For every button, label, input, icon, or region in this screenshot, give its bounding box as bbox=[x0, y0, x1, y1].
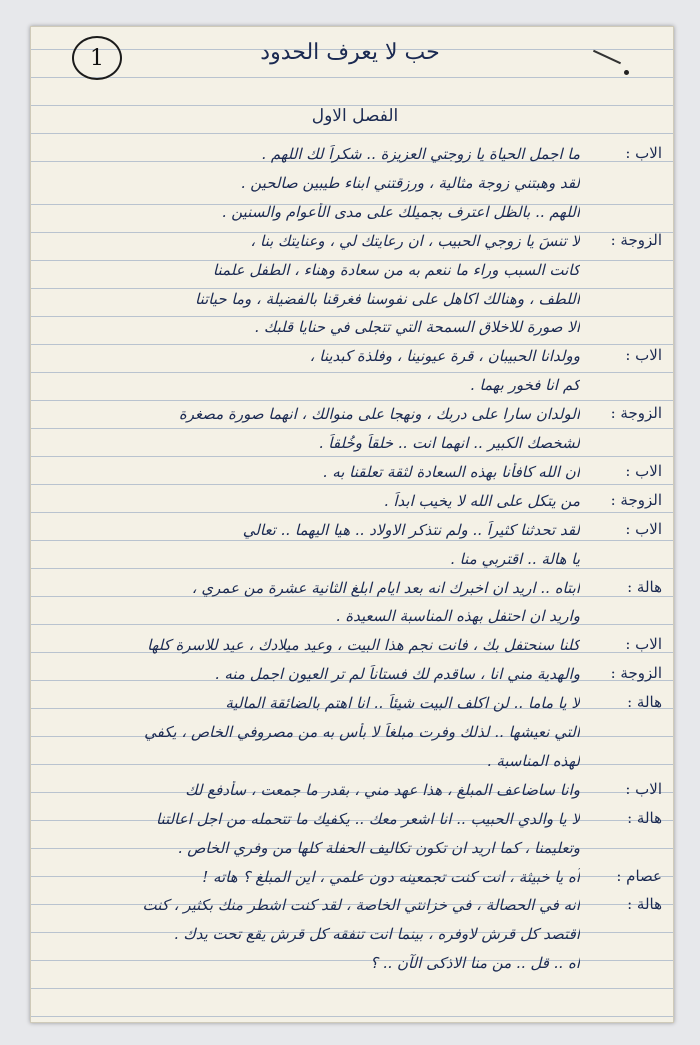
dialogue-text: وولدانا الحبيبان ، قرة عيونينا ، وفلذة كبدينا ، bbox=[309, 347, 580, 366]
dialogue-row bbox=[40, 346, 670, 374]
dialogue-row bbox=[40, 722, 670, 750]
dialogue-text: لا يا والدي الحبيب .. انا اشعر معك .. يكفيك ما تتحمله من اجل اعالتنا bbox=[155, 809, 580, 828]
dialogue-row bbox=[40, 231, 670, 259]
dialogue-text: ابتاه .. اريد ان اخبرك انه بعد ايام ابلغ الثانية عشرة من عمري ، bbox=[191, 578, 580, 597]
speaker-label: الاب : bbox=[625, 519, 662, 538]
dialogue-row bbox=[40, 462, 670, 490]
dialogue-text: وتعليمنا ، كما اريد ان تكون تكاليف الحفلة كلها من وفري الخاص . bbox=[177, 838, 580, 857]
pen-dot bbox=[624, 70, 629, 75]
dialogue-text: لا يا ماما .. لن اكلف البيت شيئاً .. انا اهتم بالضائقة المالية bbox=[225, 694, 580, 713]
dialogue-text: لقد وهبتني زوجة مثالية ، ورزقتني ابناء طيبين صالحين . bbox=[240, 173, 580, 192]
dialogue-row bbox=[40, 635, 670, 663]
speaker-label: الزوجة : bbox=[610, 490, 662, 509]
dialogue-row bbox=[40, 433, 670, 461]
dialogue-row bbox=[40, 260, 670, 288]
chapter-heading: الفصل الاول bbox=[311, 106, 399, 126]
dialogue-text: اللهم .. بالظل اعترف بجميلك على مدى الأعوام والسنين . bbox=[221, 202, 580, 221]
dialogue-text: ما اجمل الحياة يا زوجتي العزيزة .. شكراً لك اللهم . bbox=[261, 145, 580, 163]
dialogue-row bbox=[40, 867, 670, 895]
dialogue-text: يا هالة .. اقتربي منا . bbox=[450, 549, 580, 568]
dialogue-row bbox=[40, 809, 670, 837]
dialogue-row bbox=[40, 520, 670, 548]
dialogue-row bbox=[40, 780, 670, 808]
dialogue-text: لهذه المناسبة . bbox=[486, 751, 580, 770]
dialogue-text: كم انا فخور بهما . bbox=[469, 376, 580, 395]
dialogue-row bbox=[40, 751, 670, 779]
dialogue-text: التي نعيشها .. لذلك وفرت مبلغاً لا بأس به من مصروفي الخاص ، يكفي bbox=[144, 723, 580, 741]
dialogue-text: آه يا خبيثة ، انت كنت تجمعينه دون علمي ، اين المبلغ ؟ هاته ! bbox=[202, 867, 580, 886]
dialogue-text: اللطف ، وهنالك اكاهل على نفوسنا فغرقنا بالفضيلة ، وما حياتنا bbox=[195, 289, 580, 308]
dialogue-text: لا تنسَ يا زوجي الحبيب ، ان رعايتك لي ، وعنايتك بنا ، bbox=[250, 231, 580, 250]
dialogue-text: وانا ساضاعف المبلغ ، هذا عهد مني ، بقدر ما جمعت ، سأدفع لك bbox=[185, 780, 580, 799]
speaker-label: الزوجة : bbox=[610, 230, 662, 249]
dialogue-row bbox=[40, 953, 670, 981]
dialogue-row bbox=[40, 173, 670, 201]
dialogue-row bbox=[40, 838, 670, 866]
dialogue-text: انه في الحصالة ، في خزانتي الخاصة ، لقد كنت اشطر منك بكثير ، كنت bbox=[142, 896, 580, 915]
dialogue-text: من يتكل على الله لا يخيب ابداً . bbox=[383, 491, 580, 510]
speaker-label: هالة : bbox=[627, 895, 662, 914]
speaker-label: الاب : bbox=[625, 346, 662, 365]
dialogue-text: ان الله كافأنا بهذه السعادة لثقة تعلقنا به . bbox=[322, 462, 580, 481]
folio-number: 1 bbox=[90, 45, 104, 71]
dialogue-row bbox=[40, 924, 670, 952]
speaker-label: الاب : bbox=[625, 461, 662, 480]
dialogue-text: لشخصك الكبير .. انهما انت .. خلقاً وخُلقاً . bbox=[318, 434, 580, 452]
dialogue-row bbox=[40, 491, 670, 519]
dialogue-text: اه .. قل .. من منا الاذكى الآن .. ؟ bbox=[370, 954, 580, 973]
dialogue-text: لقد تحدثنا كثيراً .. ولم نتذكر الاولاد .. هيا اليهما .. تعالي bbox=[242, 520, 580, 539]
dialogue-row bbox=[40, 578, 670, 606]
speaker-label: الاب : bbox=[625, 144, 662, 162]
speaker-label: الزوجة : bbox=[610, 664, 662, 683]
dialogue-row bbox=[40, 693, 670, 721]
dialogue-text: الا صورة للاخلاق السمحة التي تتجلى في حنايا قلبك . bbox=[254, 318, 580, 337]
speaker-label: هالة : bbox=[627, 808, 662, 827]
dialogue-row bbox=[40, 317, 670, 345]
dialogue-text: اقتصد كل قرش لاوفره ، بينما انت تنفقه كل قرش يقع تحت يدك . bbox=[173, 925, 580, 944]
dialogue-text: الولدان سارا على دربك ، ونهجا على منوالك ، انهما صورة مصغرة bbox=[178, 405, 580, 424]
dialogue-text: كلنا سنحتفل بك ، فانت نجم هذا البيت ، وعيد ميلادك ، عيد للاسرة كلها bbox=[147, 636, 580, 655]
speaker-label: هالة : bbox=[627, 577, 662, 596]
dialogue-row bbox=[40, 549, 670, 577]
dialogue-row bbox=[40, 375, 670, 403]
dialogue-text: كانت السبب وراء ما ننعم به من سعادة وهناء ، الطفل علمنا bbox=[212, 260, 580, 279]
document-title: حب لا يعرف الحدود bbox=[260, 40, 440, 65]
dialogue-row bbox=[40, 895, 670, 923]
speaker-label: الاب : bbox=[625, 779, 662, 798]
speaker-label: هالة : bbox=[627, 693, 662, 712]
dialogue-row bbox=[40, 202, 670, 230]
dialogue-text: والهدية مني انا ، ساقدم لك فستاناً لم تر العيون اجمل منه . bbox=[214, 665, 580, 684]
dialogue-row bbox=[40, 289, 670, 317]
dialogue-row bbox=[40, 606, 670, 634]
dialogue-row bbox=[40, 404, 670, 432]
speaker-label: الاب : bbox=[625, 635, 662, 654]
speaker-label: عصام : bbox=[616, 866, 662, 885]
dialogue-row bbox=[40, 144, 670, 172]
dialogue-text: واريد ان احتفل بهذه المناسبة السعيدة . bbox=[335, 607, 580, 626]
speaker-label: الزوجة : bbox=[610, 404, 662, 423]
folio-number-circle bbox=[72, 36, 122, 80]
dialogue-row bbox=[40, 664, 670, 692]
